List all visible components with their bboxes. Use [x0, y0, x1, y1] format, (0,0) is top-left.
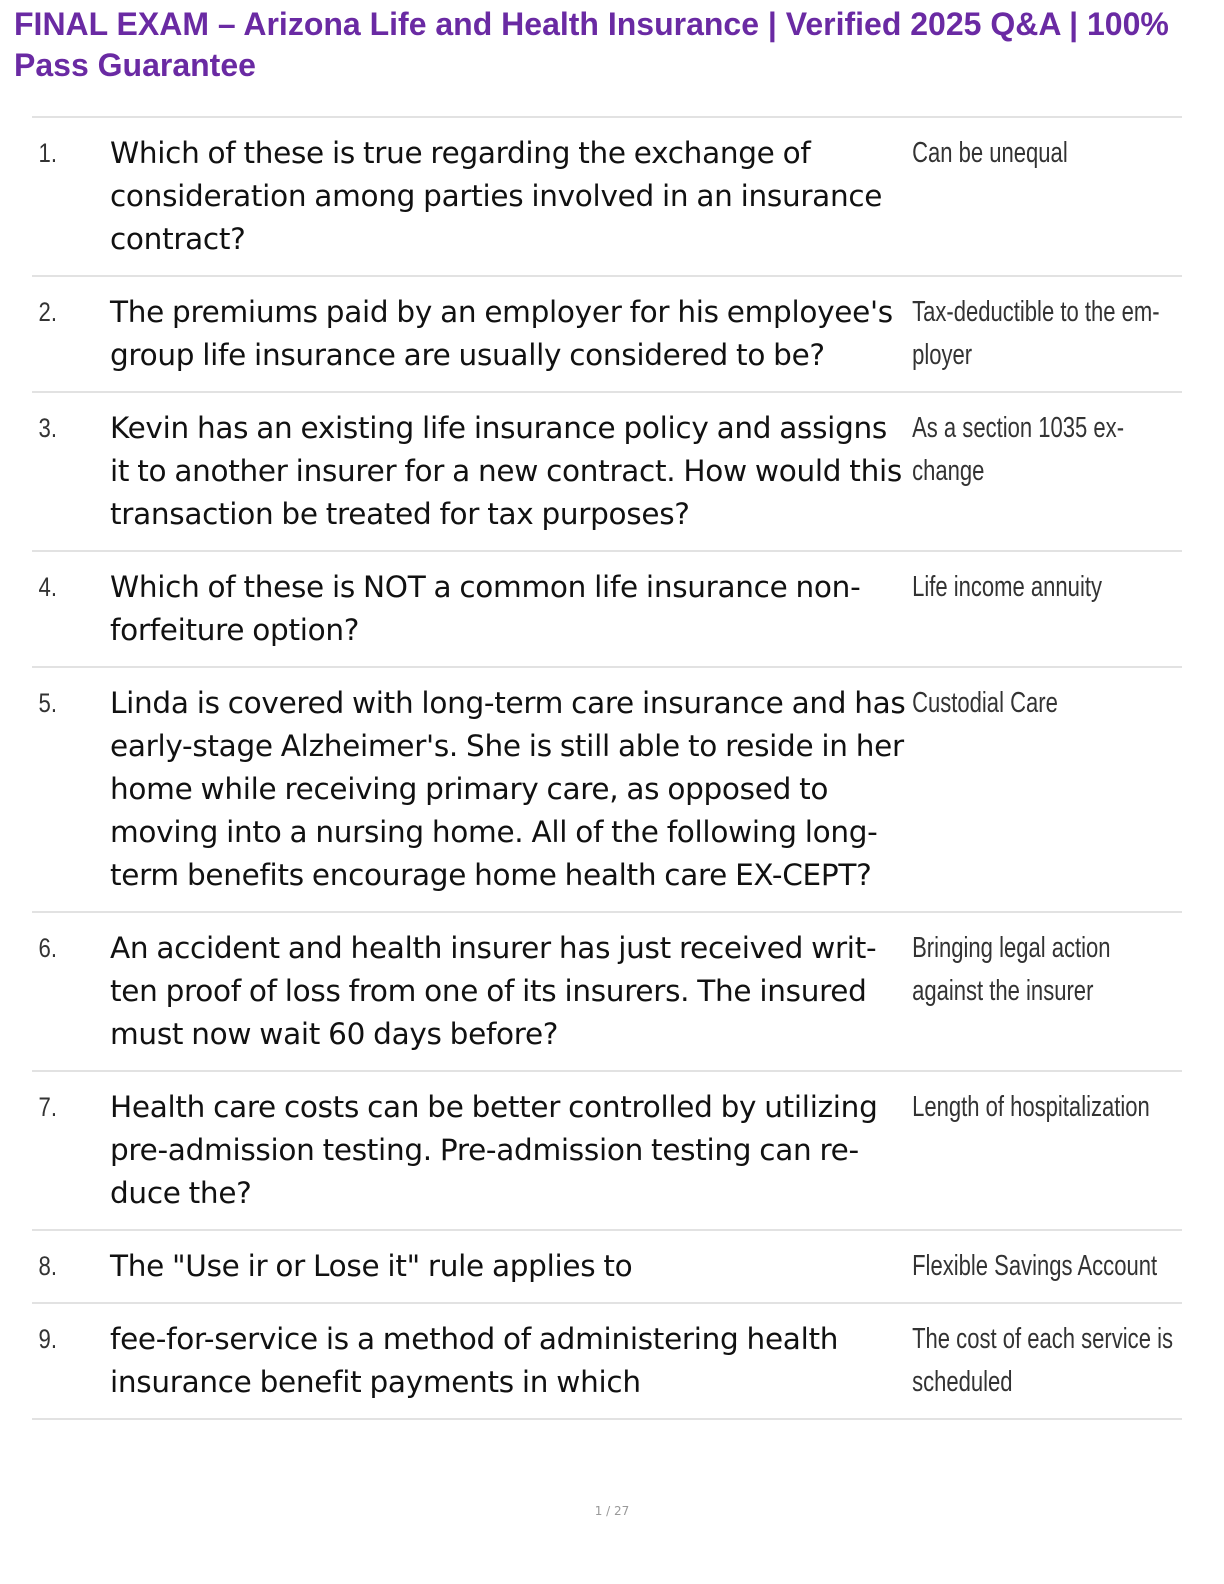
question-number: 5. [38, 688, 58, 718]
question-number: 7. [38, 1092, 58, 1122]
question-text: Which of these is NOT a common life insurance non-forfeiture option? [110, 570, 861, 647]
answer-line: Bringing legal action [912, 932, 1111, 964]
question-number: 2. [38, 297, 58, 327]
qa-row [32, 1231, 1182, 1304]
answer-line: scheduled [912, 1366, 1013, 1398]
answer-text [906, 1086, 1150, 1215]
answer-text [906, 1245, 1157, 1288]
question-text: Kevin has an existing life insurance policy and assigns it to another insurer for a new contract. How would this transaction be treated for tax purposes? [110, 411, 902, 531]
answer-text [906, 1318, 1173, 1404]
answer-line: against the insurer [912, 975, 1094, 1007]
page-indicator: 1 / 27 [594, 1504, 630, 1518]
answer-text [906, 407, 1124, 536]
answer-text [906, 291, 1160, 377]
qa-row [32, 668, 1182, 913]
question-number: 4. [38, 572, 58, 602]
answer-line: Can be unequal [912, 137, 1068, 169]
question-number: 1. [38, 138, 58, 168]
qa-row [32, 1304, 1182, 1420]
question-text: Linda is covered with long-term care insurance and has early-stage Alzheimer's. She is still able to reside in her home while receiving primary care, as opposed to moving into a nursing home. All of the following long-term benefits encourage home health care EX-CEPT? [110, 686, 906, 892]
answer-line: Tax-deductible to the em- [912, 296, 1160, 328]
qa-row [32, 1072, 1182, 1231]
qa-row [32, 913, 1182, 1072]
question-text: Health care costs can be better controlled by utilizing pre-admission testing. Pre-admission testing can re-duce the? [110, 1090, 878, 1210]
question-text: fee-for-service is a method of administering health insurance benefit payments in which [110, 1322, 839, 1399]
answer-text [906, 132, 1116, 261]
answer-text [906, 682, 1116, 897]
question-text: An accident and health insurer has just received writ-ten proof of loss from one of its insurers. The insured must now wait 60 days before? [110, 931, 877, 1051]
question-number: 6. [38, 933, 58, 963]
question-number: 3. [38, 413, 58, 443]
document-title: FINAL EXAM – Arizona Life and Health Insurance | Verified 2025 Q&A | 100% Pass Guarantee [14, 6, 1169, 83]
qa-row [32, 552, 1182, 668]
question-number: 9. [38, 1324, 58, 1354]
question-text: The "Use ir or Lose it" rule applies to [110, 1249, 633, 1283]
qa-row [32, 393, 1182, 552]
answer-text [906, 566, 1116, 652]
qa-row [32, 277, 1182, 393]
answer-line: ployer [912, 339, 973, 371]
qa-table [32, 116, 1182, 1420]
answer-text [906, 927, 1116, 1056]
question-text: Which of these is true regarding the exchange of consideration among parties involved in an insurance contract? [110, 136, 883, 256]
answer-line: Length of hospitalization [912, 1091, 1150, 1123]
question-number: 8. [38, 1251, 58, 1281]
answer-line: Flexible Savings Account [912, 1250, 1158, 1282]
answer-line: The cost of each service is [912, 1323, 1174, 1355]
question-text: The premiums paid by an employer for his employee's group life insurance are usually considered to be? [110, 295, 893, 372]
answer-line: change [912, 455, 985, 487]
answer-line: Custodial Care [912, 687, 1058, 719]
answer-line: As a section 1035 ex- [912, 412, 1125, 444]
qa-row [32, 118, 1182, 277]
answer-line: Life income annuity [912, 571, 1102, 603]
